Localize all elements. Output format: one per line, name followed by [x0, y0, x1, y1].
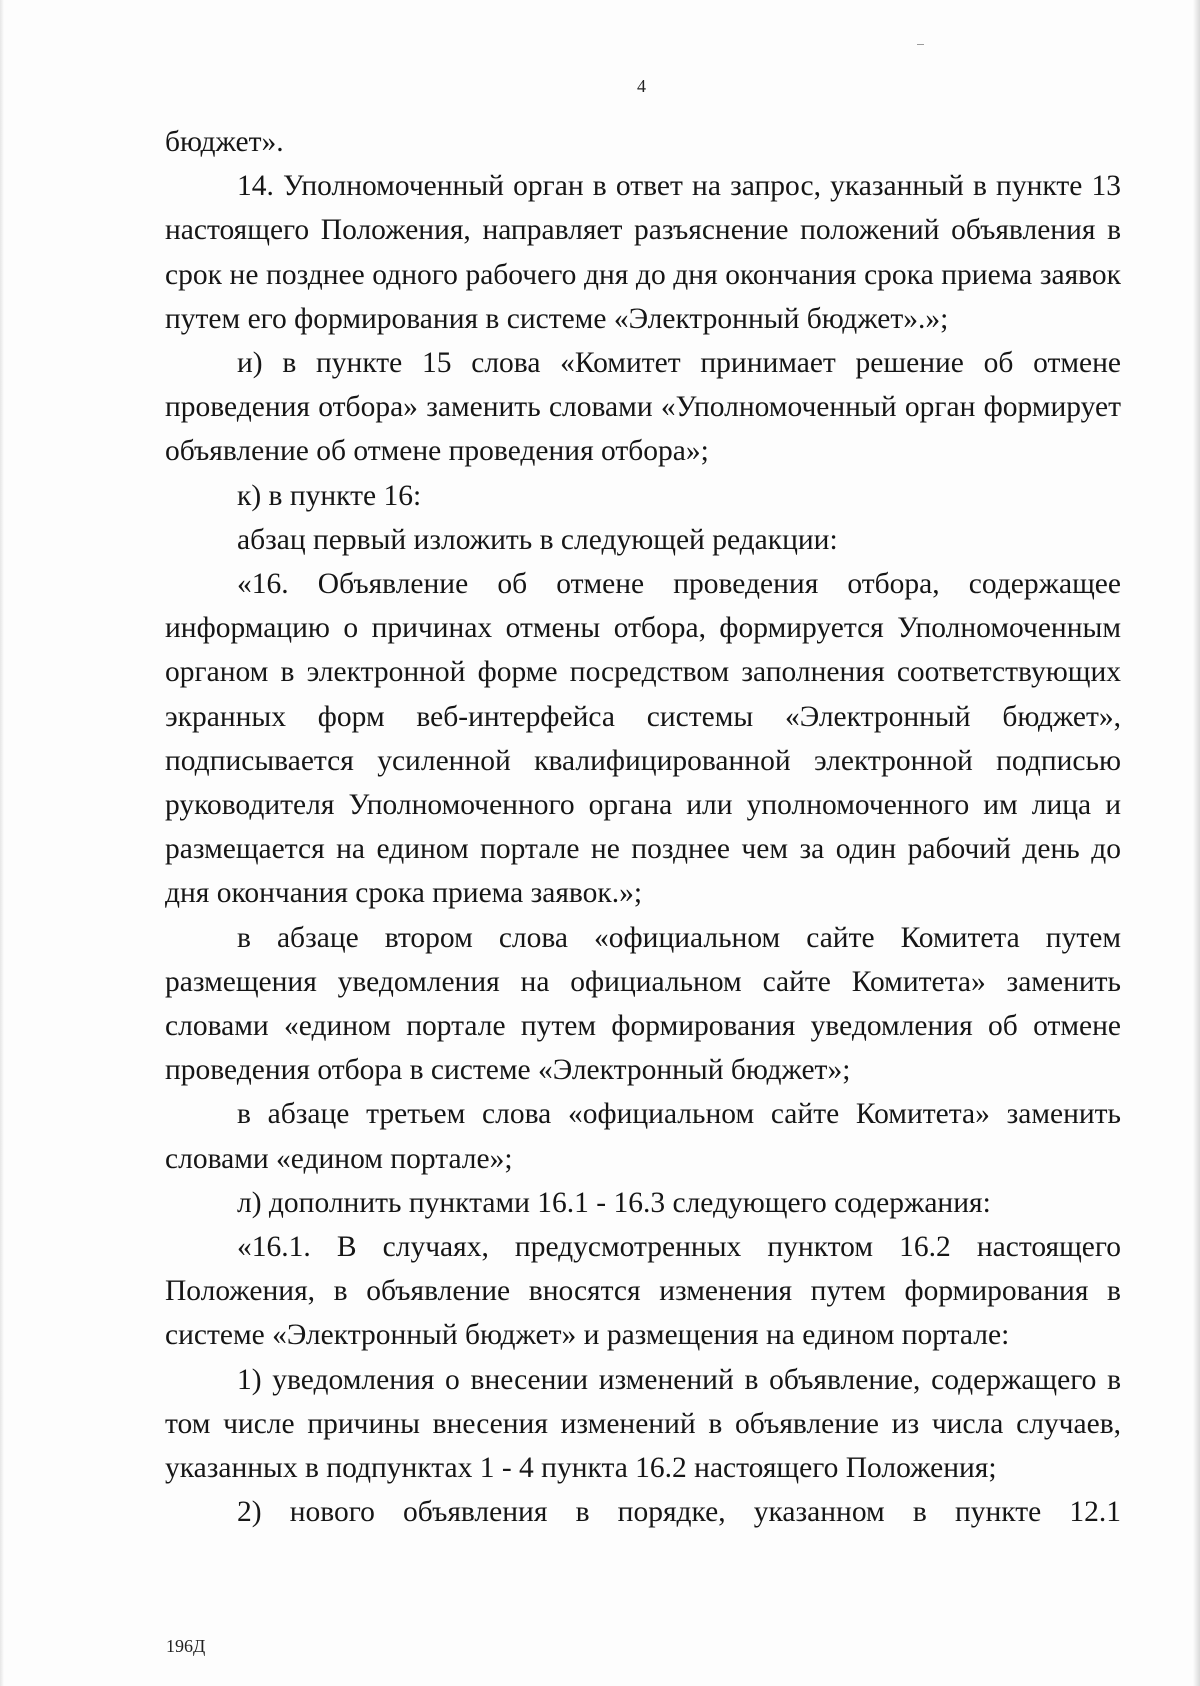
- paragraph: «16.1. В случаях, предусмотренных пунктом 16.2 настоящего Положения, в объявление вносятся изменения путем формирования в системе «Электронный бюджет» и размещения на едином портале:: [165, 1231, 1121, 1352]
- footer-doc-code: 196Д: [166, 1636, 206, 1656]
- paragraph: в абзаце третьем слова «официальном сайте Комитета» заменить словами «едином портале»;: [165, 1098, 1121, 1175]
- paragraph: бюджет».: [165, 126, 284, 158]
- scan-speck: [917, 44, 924, 45]
- paragraph: 1) уведомления о внесении изменений в объявление, содержащего в том числе причины внесения изменений в объявление из числа случаев, указанных в подпунктах 1 - 4 пункта 16.2 настоящего Положения;: [165, 1363, 1121, 1485]
- paragraph: 2) нового объявления в порядке, указанном в пункте 12.1: [237, 1496, 1121, 1529]
- paragraph: к) в пункте 16:: [237, 479, 422, 512]
- page-number: 4: [637, 76, 646, 96]
- paragraph: абзац первый изложить в следующей редакции:: [237, 523, 838, 556]
- paragraph: 14. Уполномоченный орган в ответ на запрос, указанный в пункте 13 настоящего Положения, направляет разъяснение положений объявления в срок не позднее одного рабочего дня до дня окончания срока приема заявок путем его формирования в системе «Электронный бюджет».»;: [165, 170, 1121, 335]
- paragraph: л) дополнить пунктами 16.1 - 16.3 следующего содержания:: [237, 1186, 991, 1219]
- scan-edge-right: [1193, 0, 1200, 1686]
- paragraph: «16. Объявление об отмене проведения отбора, содержащее информацию о причинах отмены отбора, формируется Уполномоченным органом в электронной форме посредством заполнения соответствующих экранных форм веб-интерфейса системы «Электронный бюджет», подписывается усиленной квалифицированной электронной подписью руководителя Уполномоченного органа или уполномоченного им лица и размещается на едином портале не позднее чем за один рабочий день до дня окончания срока приема заявок.»;: [165, 568, 1121, 910]
- document-body: [165, 120, 1121, 1535]
- paragraph: в абзаце втором слова «официальном сайте Комитета путем размещения уведомления на официальном сайте Комитета» заменить словами «едином портале путем формирования уведомления об отмене проведения отбора в системе «Электронный бюджет»;: [165, 921, 1121, 1087]
- paragraph: и) в пункте 15 слова «Комитет принимает решение об отмене проведения отбора» заменить словами «Уполномоченный орган формирует объявление об отмене проведения отбора»;: [165, 347, 1121, 468]
- scan-edge-left: [0, 0, 4, 1686]
